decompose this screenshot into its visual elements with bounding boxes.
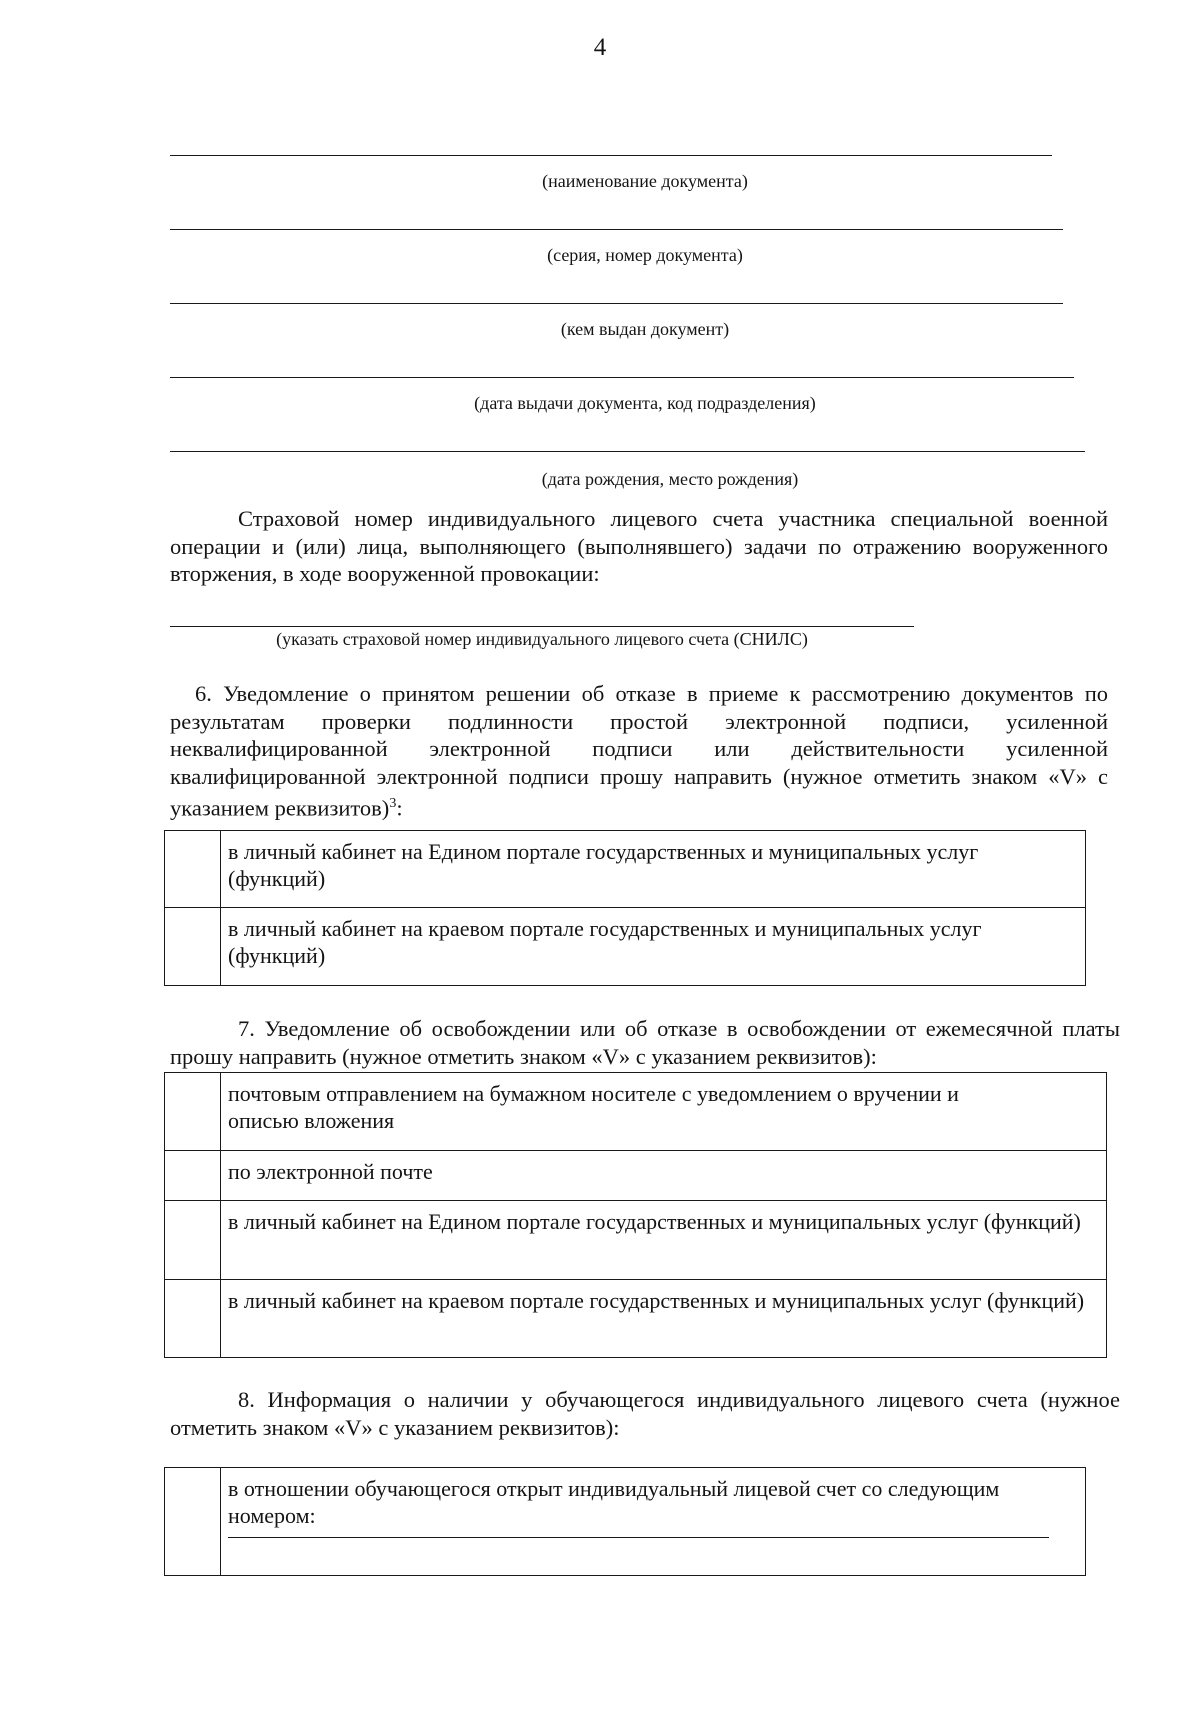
section7-option-checkbox[interactable] (165, 1151, 221, 1201)
table-row (165, 1151, 1107, 1201)
section6-paragraph (170, 680, 1108, 822)
section8-option-label (221, 1468, 1086, 1576)
document-series-number-line[interactable] (170, 229, 1063, 230)
section7-option-label: по электронной почте (221, 1151, 1107, 1201)
section6-footnote: 3 (389, 796, 397, 811)
snils-paragraph (170, 505, 1108, 588)
table-row (165, 831, 1086, 908)
section6-options-table (164, 830, 1086, 986)
table-row (165, 1280, 1107, 1358)
section8-option-text: в отношении обучающегося открыт индивидуальный лицевой счет со следующим номером: (228, 1476, 1000, 1528)
section7-option-checkbox[interactable] (165, 1201, 221, 1280)
table-row (165, 908, 1086, 986)
section7-text: 7. Уведомление об освобождении или об отказе в освобождении от ежемесячной платы прошу направить (нужное отметить знаком «V» с указанием реквизитов): (170, 1016, 1120, 1069)
document-name-caption: (наименование документа) (542, 171, 748, 191)
section8-text: 8. Информация о наличии у обучающегося индивидуального лицевого счета (нужное отметить знаком «V» с указанием реквизитов): (170, 1387, 1120, 1440)
snils-text: Страховой номер индивидуального лицевого счета участника специальной военной операции и (или) лица, выполняющего (выполнявшего) задачи по отражению вооруженного вторжения, в ходе вооруженной провокации: (170, 506, 1108, 586)
section7-options-table (164, 1072, 1107, 1358)
section7-option-label (221, 1073, 1107, 1151)
snils-caption: (указать страховой номер индивидуального лицевого счета (СНИЛС) (276, 629, 808, 649)
section7-option-label: в личный кабинет на краевом портале государственных и муниципальных услуг (функций) (221, 1280, 1107, 1358)
birth-date-place-caption: (дата рождения, место рождения) (541, 469, 799, 489)
account-number-line[interactable] (228, 1537, 1049, 1538)
section7-option-label: в личный кабинет на Едином портале государственных и муниципальных услуг (функций) (221, 1201, 1107, 1280)
section6-option-checkbox[interactable] (165, 908, 221, 986)
section7-option-checkbox[interactable] (165, 1280, 221, 1358)
document-issuer-caption: (кем выдан документ) (560, 319, 730, 339)
table-row (165, 1468, 1086, 1576)
section6-tail: : (396, 795, 403, 821)
section8-paragraph (170, 1386, 1120, 1441)
document-series-number-caption: (серия, номер документа) (547, 245, 743, 265)
document-name-line[interactable] (170, 155, 1052, 156)
section6-option-label: в личный кабинет на краевом портале государственных и муниципальных услуг (функций) (221, 908, 1086, 986)
table-row (165, 1201, 1107, 1280)
page-number: 4 (593, 34, 607, 61)
section6-option-label: в личный кабинет на Едином портале государственных и муниципальных услуг (функций) (221, 831, 1086, 908)
section7-paragraph (170, 1015, 1120, 1070)
section8-options-table (164, 1467, 1086, 1576)
section6-text: 6. Уведомление о принятом решении об отказе в приеме к рассмотрению документов по результатам проверки подлинности простой электронной подписи, усиленной неквалифицированной электронной подписи или действительности усиленной квалифицированной электронной подписи прошу направить (нужное отметить знаком «V» с указанием реквизитов) (170, 681, 1108, 821)
issue-date-caption: (дата выдачи документа, код подразделения) (474, 393, 816, 413)
snils-line[interactable] (170, 626, 914, 627)
birth-date-place-line[interactable] (170, 451, 1085, 452)
section6-option-checkbox[interactable] (165, 831, 221, 908)
table-row (165, 1073, 1107, 1151)
document-issuer-line[interactable] (170, 303, 1063, 304)
section8-option-checkbox[interactable] (165, 1468, 221, 1576)
section7-option-text: почтовым отправлением на бумажном носителе с уведомлением о вручении и описью вложения (228, 1081, 959, 1133)
issue-date-line[interactable] (170, 377, 1074, 378)
section7-option-checkbox[interactable] (165, 1073, 221, 1151)
